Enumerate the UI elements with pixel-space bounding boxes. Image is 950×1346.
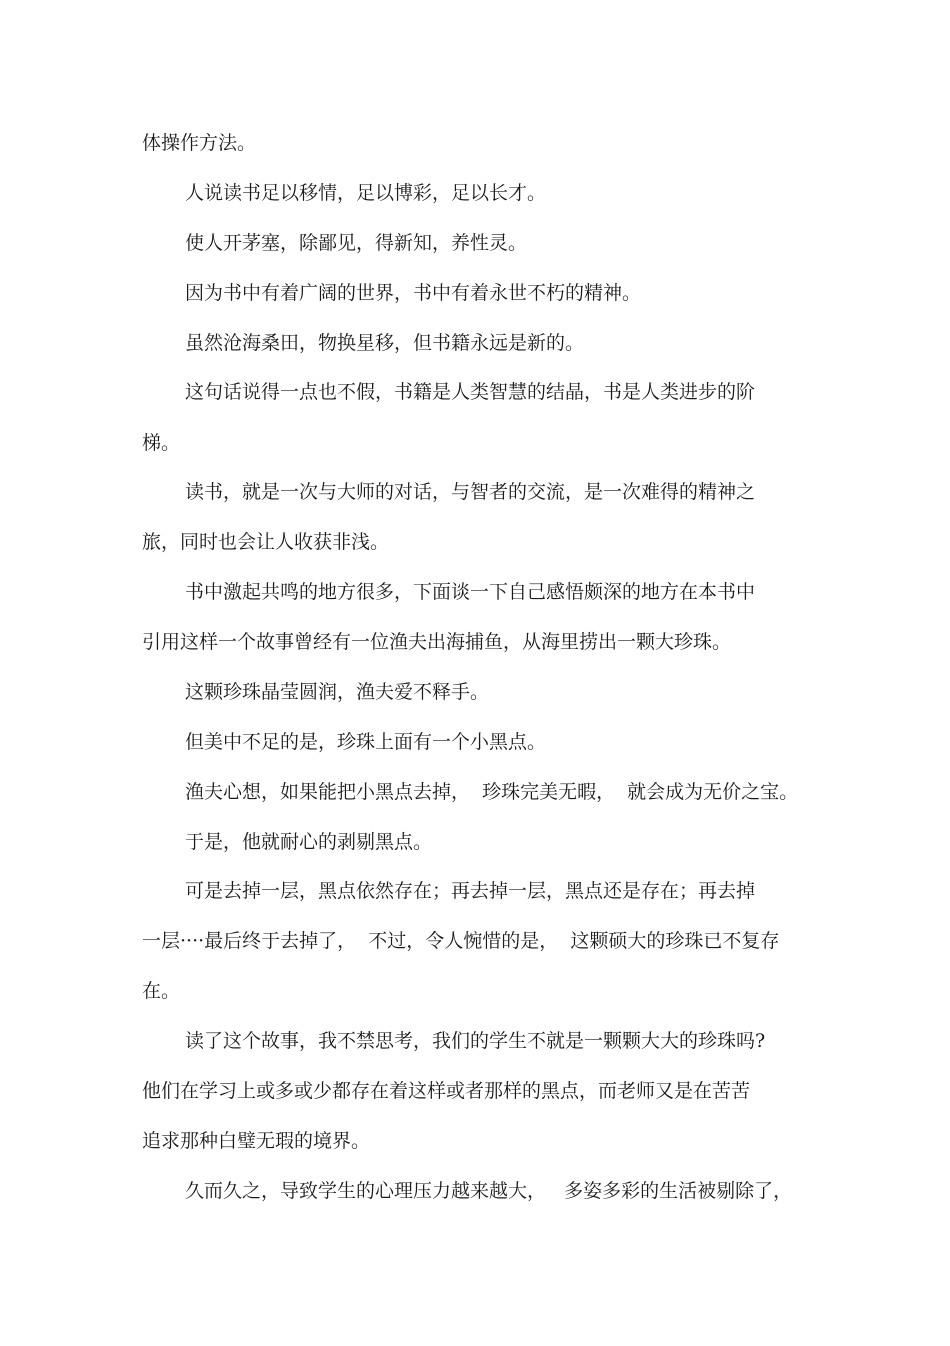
text-line: 于是，他就耐心的剥剔黑点。 (185, 831, 433, 853)
text-line: 因为书中有着广阔的世界，书中有着永世不朽的精神。 (185, 282, 642, 304)
text-line: 在。 (142, 980, 181, 1002)
text-line: 读书，就是一次与大师的对话，与智者的交流，是一次难得的精神之 (185, 481, 756, 503)
text-line: 读了这个故事，我不禁思考，我们的学生不就是一颗颗大大的珍珠吗? (185, 1030, 766, 1052)
text-line: 这颗珍珠晶莹圆润，渔夫爱不释手。 (185, 681, 490, 703)
text-line: 人说读书足以移情，足以博彩，足以长才。 (185, 182, 547, 204)
text-line: 但美中不足的是，珍珠上面有一个小黑点。 (185, 731, 547, 753)
text-line: 梯。 (142, 432, 181, 454)
text-line: 一层····最后终于去掉了， 不过，令人惋惜的是， 这颗硕大的珍珠已不复存 (142, 930, 780, 952)
text-line: 他们在学习上或多或少都存在着这样或者那样的黑点，而老师又是在苦苦 (142, 1080, 751, 1102)
text-line: 使人开茅塞，除鄙见，得新知，养性灵。 (185, 232, 528, 254)
text-line: 渔夫心想，如果能把小黑点去掉， 珍珠完美无暇， 就会成为无价之宝。 (185, 781, 799, 803)
text-line: 可是去掉一层，黑点依然存在；再去掉一层，黑点还是存在；再去掉 (185, 880, 756, 902)
text-line: 虽然沧海桑田，物换星移，但书籍永远是新的。 (185, 332, 585, 354)
text-line: 书中激起共鸣的地方很多，下面谈一下自己感悟颇深的地方在本书中 (185, 581, 756, 603)
text-line: 旅，同时也会让人收获非浅。 (142, 531, 390, 553)
text-line: 追求那种白璧无瑕的境界。 (142, 1130, 371, 1152)
text-line: 引用这样一个故事曾经有一位渔夫出海捕鱼，从海里捞出一颗大珍珠。 (142, 631, 732, 653)
text-line: 久而久之，导致学生的心理压力越来越大， 多姿多彩的生活被剔除了， (185, 1180, 793, 1202)
text-line: 这句话说得一点也不假，书籍是人类智慧的结晶，书是人类进步的阶 (185, 381, 756, 403)
text-line: 体操作方法。 (142, 132, 257, 154)
